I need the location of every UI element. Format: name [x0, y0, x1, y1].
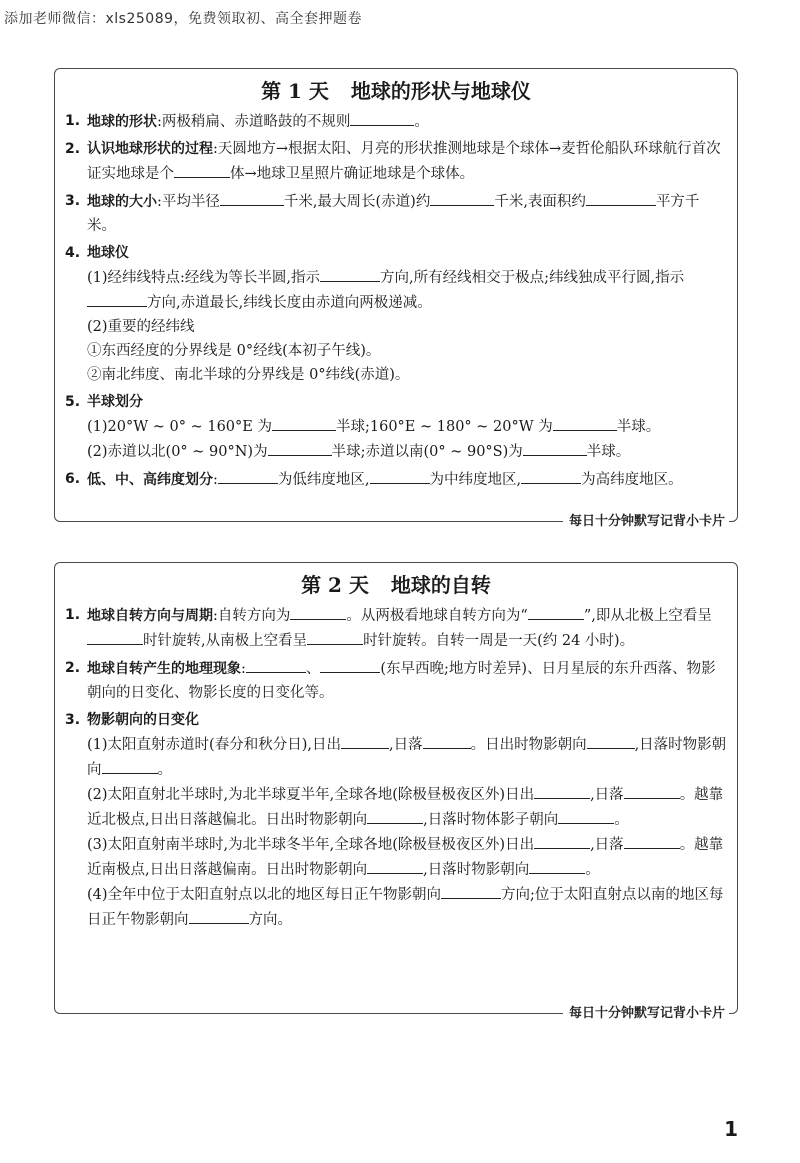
sub-text: (3)太阳直射南半球时,为北半球冬半年,全球各地(除极昼极夜区外)日出	[87, 837, 535, 853]
fill-blank[interactable]	[367, 807, 423, 824]
list-item	[65, 656, 727, 705]
item-text: 时针旋转,从南极上空看呈	[143, 633, 308, 649]
sub-text: ,日落时物体影子朝向	[423, 812, 559, 828]
fill-blank[interactable]	[307, 628, 363, 645]
fill-blank[interactable]	[367, 857, 423, 874]
item-text: 时针旋转。自转一周是一天(约 24 小时)。	[363, 633, 635, 649]
fill-blank[interactable]	[441, 882, 501, 899]
card-footer: 每日十分钟默写记背小卡片	[563, 1003, 729, 1025]
fill-blank[interactable]	[341, 732, 389, 749]
item-number: 2.	[65, 141, 81, 157]
sub-text: 。	[157, 762, 172, 778]
item-text: 。	[414, 114, 429, 130]
item-text: :平均半径	[157, 194, 220, 210]
fill-blank[interactable]	[587, 732, 635, 749]
item-number: 1.	[65, 113, 81, 129]
sub-text: ,日落时物影朝向	[87, 737, 727, 778]
sub-text: (2)太阳直射北半球时,为北半球夏半年,全球各地(除极昼极夜区外)日出	[87, 787, 535, 803]
fill-blank[interactable]	[320, 265, 380, 282]
sub-item	[87, 882, 727, 932]
item-label: 半球划分	[87, 394, 143, 410]
list-item	[65, 603, 727, 653]
item-text: :自转方向为	[213, 608, 291, 624]
item-text: 千米,最大周长(赤道)约	[283, 194, 431, 210]
fill-blank[interactable]	[189, 907, 249, 924]
fill-blank[interactable]	[218, 467, 278, 484]
item-text: 为高纬度地区。	[581, 472, 683, 488]
sub-text: 半球。	[616, 419, 661, 435]
item-text: :两极稍扁、赤道略鼓的不规则	[157, 114, 351, 130]
fill-blank[interactable]	[220, 189, 284, 206]
card-day: 第 1 天	[261, 79, 329, 103]
list-item	[65, 390, 727, 464]
card-title	[55, 73, 737, 109]
sub-text: 。日出时物影朝向	[470, 737, 587, 753]
sub-item	[87, 414, 727, 439]
item-text: :	[241, 661, 246, 677]
item-number: 4.	[65, 245, 81, 261]
item-number: 5.	[65, 394, 81, 410]
sub-text: 。越靠近南极点,日出日落越偏南。日出时物影朝向	[87, 837, 724, 878]
fill-blank[interactable]	[320, 656, 380, 673]
card-topic: 地球的形状与地球仪	[350, 79, 531, 103]
fill-blank[interactable]	[521, 467, 581, 484]
sub-text: 。	[614, 812, 629, 828]
fill-blank[interactable]	[268, 439, 332, 456]
sub-text: (1)太阳直射赤道时(春分和秋分日),日出	[87, 737, 341, 753]
study-card-day-1	[54, 68, 738, 529]
sub-text: 方向。	[248, 912, 292, 928]
sub-item	[87, 832, 727, 882]
item-label: 地球自转产生的地理现象	[87, 661, 241, 677]
item-label: 物影朝向的日变化	[87, 712, 199, 728]
sub-text: 。	[585, 862, 600, 878]
item-text: ”,即从北极上空看呈	[583, 608, 712, 624]
fill-blank[interactable]	[87, 290, 147, 307]
item-label: 地球的大小	[87, 194, 157, 210]
sub-text: ,日落时物影朝向	[423, 862, 530, 878]
fill-blank[interactable]	[246, 656, 306, 673]
item-text: 为中纬度地区,	[429, 472, 522, 488]
item-text: 体→地球卫星照片确证地球是个球体。	[230, 166, 475, 182]
sub-text: ,日落	[590, 787, 624, 803]
fill-blank[interactable]	[430, 189, 494, 206]
sub-item: (2)重要的经纬线	[87, 319, 195, 335]
item-text: 平方千米。	[87, 194, 700, 234]
fill-blank[interactable]	[350, 109, 414, 126]
list-item	[65, 708, 727, 932]
fill-blank[interactable]	[528, 603, 584, 620]
fill-blank[interactable]	[87, 628, 143, 645]
item-label: 地球的形状	[87, 114, 157, 130]
item-number: 2.	[65, 660, 81, 676]
fill-blank[interactable]	[534, 782, 590, 799]
fill-blank[interactable]	[624, 782, 680, 799]
card-content	[55, 109, 737, 492]
list-item	[65, 109, 727, 134]
sub-item	[87, 782, 727, 832]
item-number: 6.	[65, 471, 81, 487]
sub-text: (2)赤道以北(0° ~ 90°N)为	[87, 444, 268, 460]
sub-text: 方向,所有经线相交于极点;纬线独成平行圆,指示	[380, 270, 685, 286]
card-topic: 地球的自转	[390, 573, 491, 597]
item-number: 3.	[65, 193, 81, 209]
fill-blank[interactable]	[523, 439, 587, 456]
item-label: 低、中、高纬度划分	[87, 472, 213, 488]
sub-text: (1)经纬线特点:经线为等长半圆,指示	[87, 270, 321, 286]
fill-blank[interactable]	[423, 732, 471, 749]
sub-item: ②南北纬度、南北半球的分界线是 0°纬线(赤道)。	[87, 367, 410, 383]
study-card-day-2	[54, 562, 738, 1021]
sub-item	[87, 265, 727, 315]
fill-blank[interactable]	[534, 832, 590, 849]
fill-blank[interactable]	[624, 832, 680, 849]
watermark-text: 添加老师微信：xls25089，免费领取初、高全套押题卷	[4, 11, 363, 27]
sub-text: ,日落	[388, 737, 423, 753]
item-label: 认识地球形状的过程	[87, 141, 213, 157]
card-title	[55, 567, 737, 603]
sub-text: 半球;160°E ~ 180° ~ 20°W 为	[335, 419, 553, 435]
card-content	[55, 603, 737, 932]
item-text: 为低纬度地区,	[277, 472, 370, 488]
sub-text: (4)全年中位于太阳直射点以北的地区每日正午物影朝向	[87, 887, 442, 903]
item-label: 地球自转方向与周期	[87, 608, 213, 624]
list-item	[65, 137, 727, 186]
card-footer: 每日十分钟默写记背小卡片	[563, 511, 729, 533]
sub-item	[87, 732, 727, 782]
sub-text: 。越靠近北极点,日出日落越偏北。日出时物影朝向	[87, 787, 724, 828]
card-day: 第 2 天	[301, 573, 369, 597]
fill-blank[interactable]	[272, 414, 336, 431]
fill-blank[interactable]	[290, 603, 346, 620]
sub-item: ①东西经度的分界线是 0°经线(本初子午线)。	[87, 343, 381, 359]
sub-text: (1)20°W ~ 0° ~ 160°E 为	[87, 419, 272, 435]
item-number: 3.	[65, 712, 81, 728]
list-item	[65, 241, 727, 387]
sub-text: 方向;位于太阳直射点以南的地区每日正午物影朝向	[87, 887, 724, 928]
fill-blank[interactable]	[102, 757, 158, 774]
fill-blank[interactable]	[529, 857, 585, 874]
list-item	[65, 189, 727, 238]
sub-text: 半球;赤道以南(0° ~ 90°S)为	[331, 444, 523, 460]
sub-text: 方向,赤道最长,纬线长度由赤道向两极递减。	[147, 295, 432, 311]
sub-text: ,日落	[590, 837, 624, 853]
item-label: 地球仪	[87, 245, 129, 261]
fill-blank[interactable]	[370, 467, 430, 484]
item-text: :	[213, 472, 218, 488]
item-text: :天圆地方→根据太阳、月亮的形状推测地球是个球体→麦哲伦船队环球航行首次证实地球是个	[87, 141, 721, 182]
list-item	[65, 467, 727, 492]
item-text: 、	[305, 661, 321, 677]
fill-blank[interactable]	[586, 189, 656, 206]
page-number: 1	[724, 1117, 738, 1141]
fill-blank[interactable]	[174, 161, 230, 178]
item-number: 1.	[65, 607, 81, 623]
item-text: 千米,表面积约	[494, 194, 586, 210]
sub-item	[87, 439, 727, 464]
item-text: 。从两极看地球自转方向为“	[346, 608, 528, 624]
fill-blank[interactable]	[553, 414, 617, 431]
sub-text: 半球。	[586, 444, 631, 460]
item-text: (东早西晚;地方时差异)、日月星辰的东升西落、物影朝向的日变化、物影长度的日变化等。	[87, 661, 716, 701]
fill-blank[interactable]	[558, 807, 614, 824]
